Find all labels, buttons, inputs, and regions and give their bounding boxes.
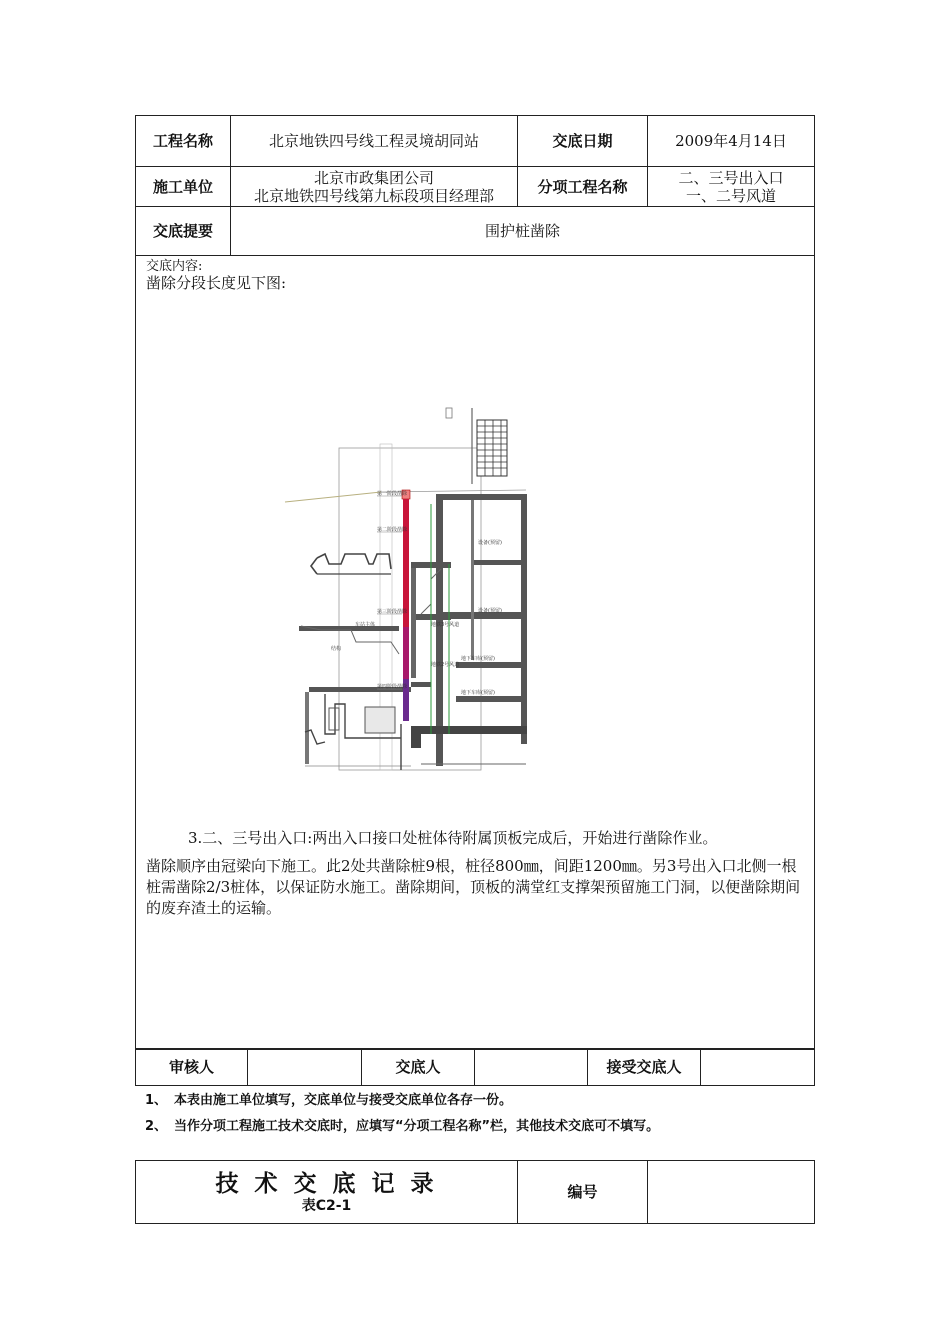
project-name-value: 北京地铁四号线工程灵境胡同站: [231, 116, 518, 167]
label-b1: 地下车库(预留): [461, 656, 495, 662]
label-passage1: 地铁3号风道: [431, 622, 460, 628]
roof-stair-box: [446, 408, 452, 418]
unit-label: 施工单位: [136, 167, 231, 207]
note-1: 本表由施工单位填写，交底单位与接受交底单位各存一份。: [174, 1093, 513, 1108]
label-room1: 设备(预留): [478, 540, 502, 546]
subproject-value: [648, 167, 815, 207]
date-value: 2009年4月14日: [648, 116, 815, 167]
unit-line-2: 北京地铁四号线第九标段项目经理部: [253, 186, 494, 205]
label-passage2: 地铁2号风道: [431, 662, 460, 668]
project-name-label: 工程名称: [136, 116, 231, 167]
form-code: 表C2-1: [301, 1198, 352, 1214]
number-field[interactable]: [648, 1161, 815, 1224]
content-para-2: 凿除顺序由冠梁向下施工。此2处共凿除桩9根，桩径800㎜，间距1200㎜。另3号出入口北侧一根桩需凿除2/3桩体，以保证防水施工。凿除期间，顶板的满堂红支撑架预留施工门洞，以便凿除期间的废弃渣土的运输。: [146, 857, 801, 917]
signature-table: [135, 1048, 815, 1086]
number-label: 编号: [518, 1161, 648, 1224]
summary-value: 围护桩凿除: [231, 207, 815, 256]
form-title: 技 术 交 底 记 录: [215, 1171, 438, 1197]
handover-table: [135, 115, 815, 1050]
label-b2: 地下车库(预留): [461, 690, 495, 696]
label-seg2: 第二阶段凿除: [377, 527, 408, 533]
label-room2: 设备(预留): [478, 608, 502, 614]
presenter-label: 交底人: [362, 1049, 475, 1086]
subproject-label: 分项工程名称: [518, 167, 648, 207]
content-cell: [136, 256, 815, 1050]
label-seg1: 第一阶段凿除: [377, 491, 408, 497]
receiver-label: 接受交底人: [588, 1049, 701, 1086]
ground-line: [285, 492, 381, 502]
pile-segment-mid: [403, 627, 409, 679]
receiver-field[interactable]: [701, 1049, 815, 1086]
pile-segment-upper: [403, 499, 409, 627]
label-seg4: 第四阶段凿除: [377, 684, 408, 690]
note-1-number: 1、: [145, 1093, 168, 1108]
content-intro: 凿除分段长度见下图:: [146, 274, 287, 292]
reviewer-field[interactable]: [248, 1049, 362, 1086]
date-label: 交底日期: [518, 116, 648, 167]
note-2-number: 2、: [145, 1119, 168, 1134]
note-2: 当作分项工程施工技术交底时，应填写“分项工程名称”栏，其他技术交底可不填写。: [174, 1119, 660, 1134]
presenter-field[interactable]: [475, 1049, 588, 1086]
content-title: 交底内容:: [146, 259, 203, 274]
form-title-table: [135, 1160, 815, 1224]
form-title-cell: [136, 1161, 518, 1224]
label-seg3: 第三阶段凿除: [377, 609, 408, 615]
section-drawing: [281, 404, 541, 780]
subproject-line-2: 一、二号风道: [685, 186, 776, 205]
content-para-1: 3.二、三号出入口:两出入口接口处桩体待附属顶板完成后，开始进行凿除作业。: [188, 829, 718, 847]
unit-value: [231, 167, 518, 207]
label-small: 结构: [331, 646, 342, 652]
label-hall: 车站主体: [355, 622, 376, 628]
unit-line-1: 北京市政集团公司: [313, 168, 434, 187]
reviewer-label: 审核人: [136, 1049, 248, 1086]
summary-label: 交底提要: [136, 207, 231, 256]
subproject-line-1: 二、三号出入口: [678, 168, 784, 187]
